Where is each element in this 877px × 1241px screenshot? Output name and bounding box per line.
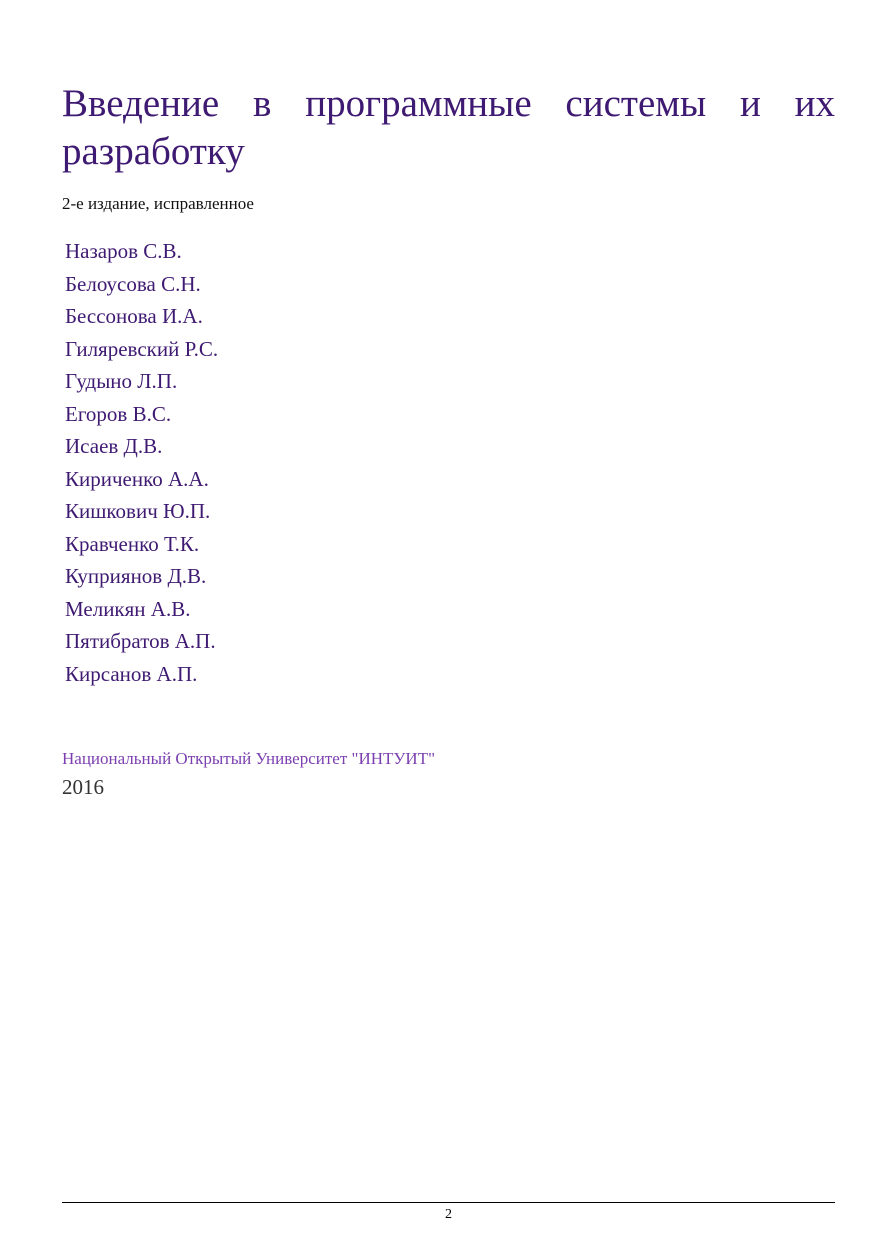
edition-note: 2-е издание, исправленное (62, 194, 254, 213)
publication-year: 2016 (62, 775, 104, 799)
author-item: Меликян А.В. (65, 596, 191, 621)
author-item: Кравченко Т.К. (65, 531, 200, 556)
author-item: Кириченко А.А. (65, 466, 209, 491)
author-item: Бессонова И.А. (65, 304, 203, 328)
author-item: Гудыно Л.П. (65, 369, 178, 393)
author-item: Пятибратов А.П. (65, 629, 216, 653)
publisher-name: Национальный Открытый Университет "ИНТУИТ" (62, 749, 436, 768)
author-item: Белоусова С.Н. (65, 271, 201, 296)
author-item: Егоров В.С. (65, 401, 172, 426)
page-number: 2 (445, 1207, 452, 1222)
footer-divider (62, 1202, 835, 1203)
author-item: Назаров С.В. (65, 239, 182, 263)
author-list (65, 235, 218, 690)
author-item: Исаев Д.В. (65, 434, 163, 458)
author-item: Куприянов Д.В. (65, 564, 207, 588)
author-item: Гиляревский Р.С. (65, 336, 219, 361)
document-title: Введение в программные системы и их разработку (62, 82, 835, 173)
author-item: Кишкович Ю.П. (65, 499, 211, 523)
author-item: Кирсанов А.П. (65, 661, 198, 686)
